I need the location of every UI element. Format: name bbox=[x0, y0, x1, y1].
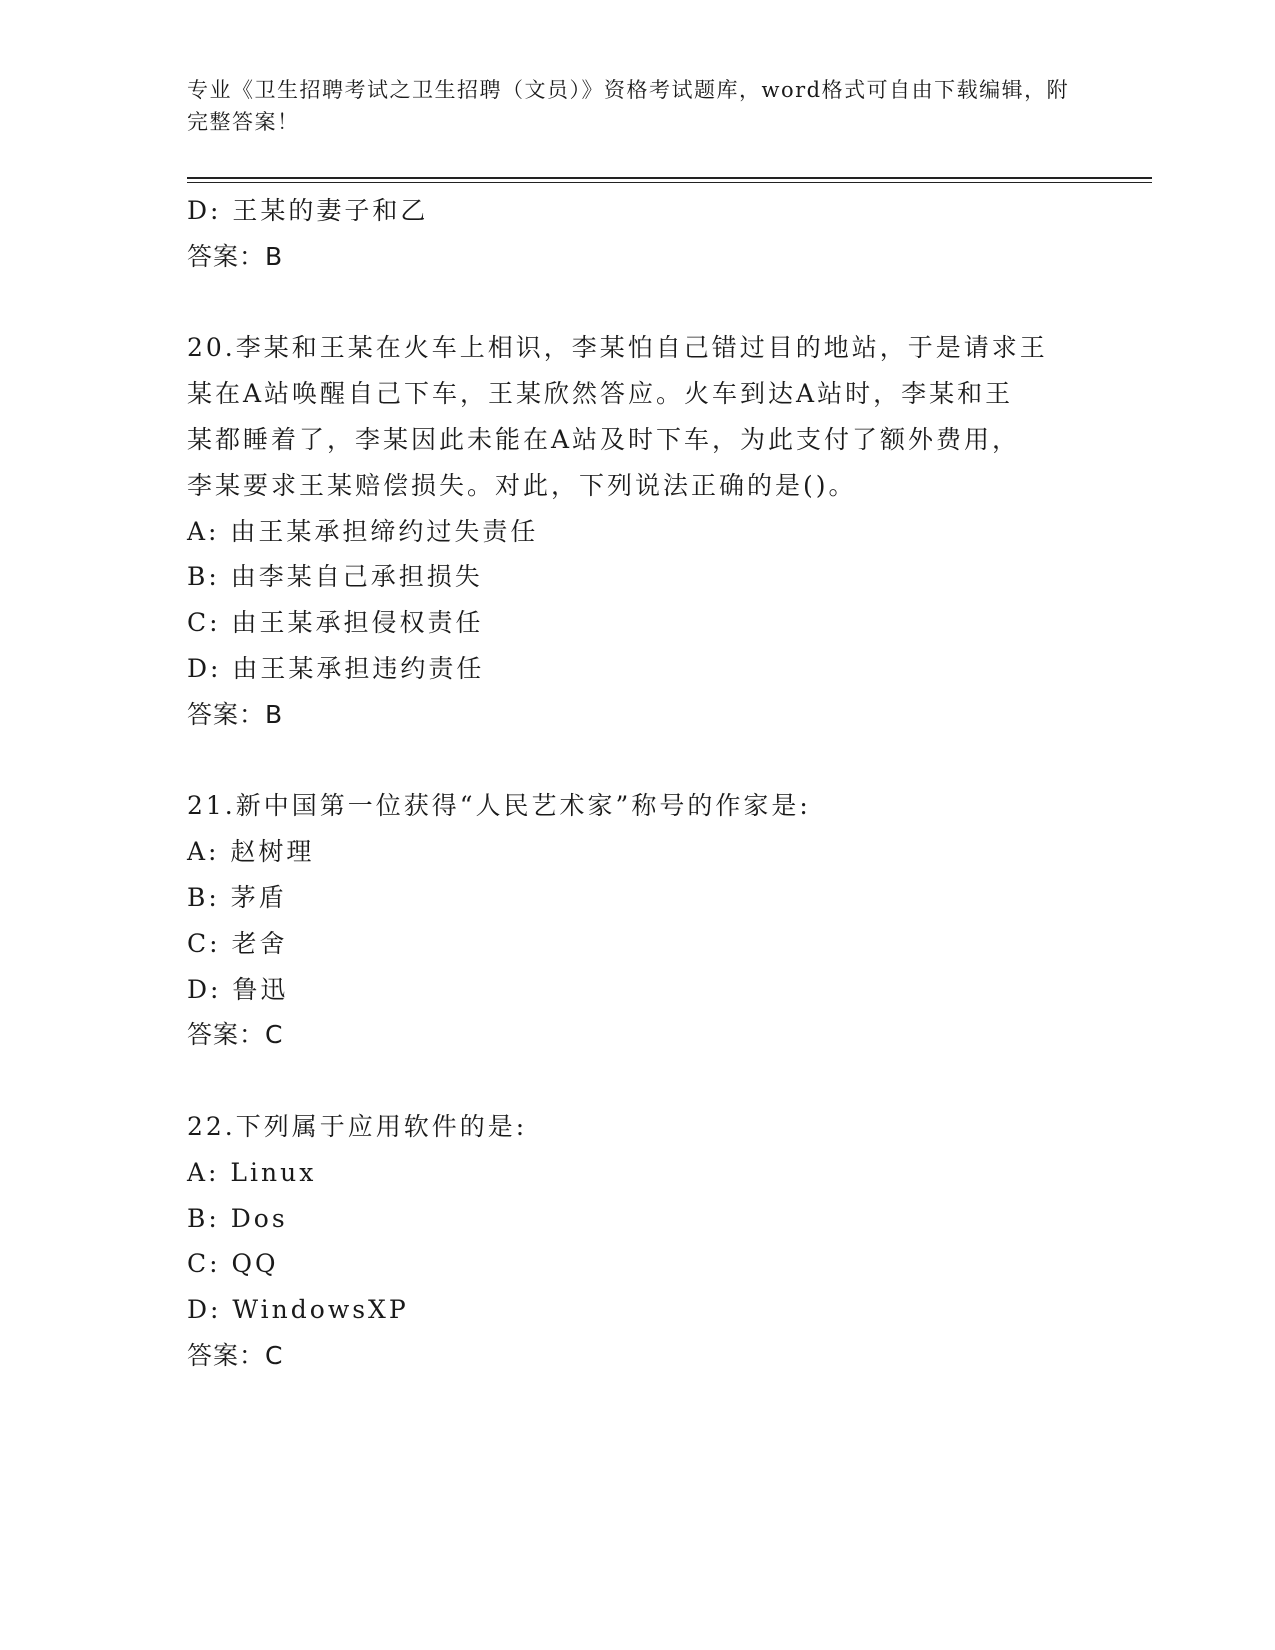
question-20 bbox=[187, 325, 1087, 737]
option-b: B: 由李某自己承担损失 bbox=[187, 562, 483, 592]
option-d: D: 鲁迅 bbox=[187, 974, 289, 1004]
option-c: C: 老舍 bbox=[187, 928, 288, 958]
question-stem-line: 20.李某和王某在火车上相识，李某怕自己错过目的地站，于是请求王 bbox=[187, 333, 1048, 363]
question-content bbox=[187, 188, 1087, 1379]
spacer bbox=[187, 1058, 1087, 1104]
question-stem-line: 某都睡着了，李某因此未能在A站及时下车，为此支付了额外费用， bbox=[187, 424, 1021, 454]
answer-line: 答案：B bbox=[187, 241, 284, 271]
answer-line: 答案：C bbox=[187, 1340, 284, 1370]
option-a: A: Linux bbox=[187, 1157, 317, 1187]
question-stem: 21.新中国第一位获得“人民艺术家”称号的作家是: bbox=[187, 791, 811, 821]
spacer bbox=[187, 738, 1087, 784]
question-22 bbox=[187, 1104, 1087, 1379]
option-d: D: 由王某承担违约责任 bbox=[187, 653, 485, 683]
question-stem-line: 某在A站唤醒自己下车，王某欣然答应。火车到达A站时，李某和王 bbox=[187, 379, 1014, 409]
header-rule-thick bbox=[187, 177, 1152, 179]
option-b: B: 茅盾 bbox=[187, 882, 287, 912]
answer-line: 答案：C bbox=[187, 1020, 284, 1050]
question-stem: 22.下列属于应用软件的是: bbox=[187, 1111, 528, 1141]
option-a: A: 赵树理 bbox=[187, 837, 315, 867]
question-stem-line: 李某要求王某赔偿损失。对此，下列说法正确的是()。 bbox=[187, 470, 857, 500]
document-header: 专业《卫生招聘考试之卫生招聘（文员）》资格考试题库，word格式可自由下载编辑，附完整答案！ bbox=[187, 78, 1070, 134]
option-c: C: 由王某承担侵权责任 bbox=[187, 608, 484, 638]
option-b: B: Dos bbox=[187, 1203, 288, 1233]
option-d: D: WindowsXP bbox=[187, 1295, 409, 1325]
header-rule-thin bbox=[187, 182, 1152, 183]
previous-question-tail bbox=[187, 188, 1087, 280]
question-21 bbox=[187, 783, 1087, 1058]
answer-line: 答案：B bbox=[187, 699, 284, 729]
option-c: C: QQ bbox=[187, 1249, 279, 1279]
option-d: D: 王某的妻子和乙 bbox=[187, 196, 429, 225]
spacer bbox=[187, 280, 1087, 326]
option-a: A: 由王某承担缔约过失责任 bbox=[187, 516, 539, 546]
